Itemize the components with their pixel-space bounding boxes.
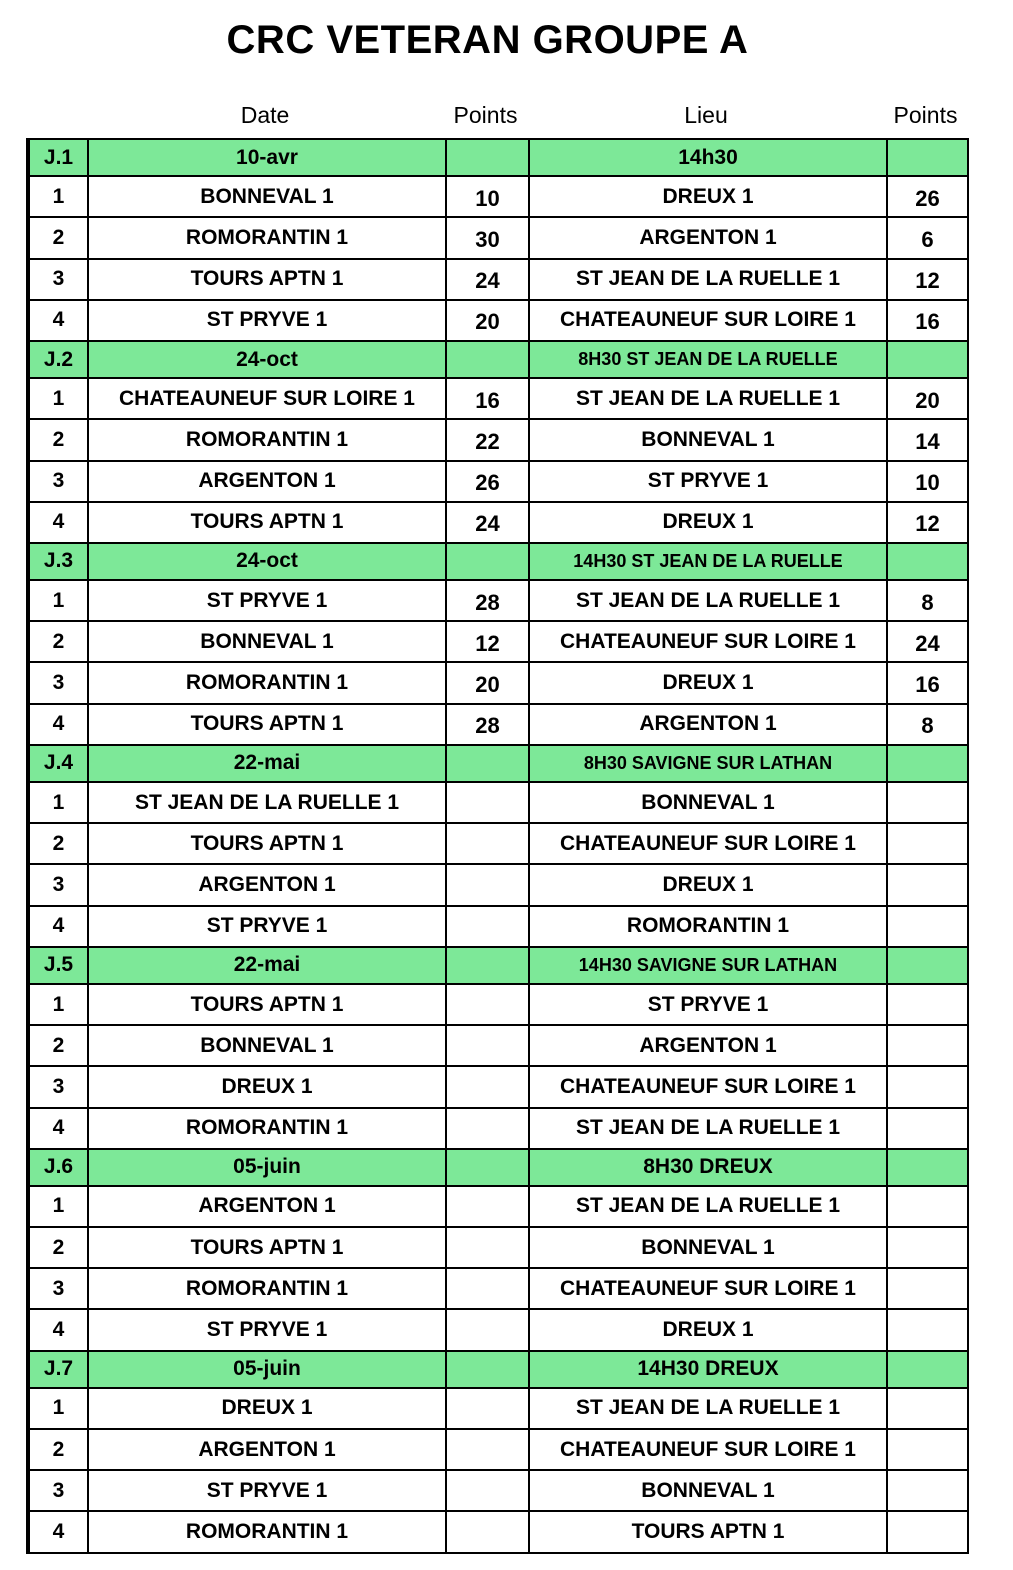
round-blank (887, 947, 968, 984)
match-row (28, 461, 968, 502)
home-team: ARGENTON 1 (88, 461, 446, 502)
match-row (28, 782, 968, 823)
away-team: CHATEAUNEUF SUR LOIRE 1 (529, 300, 887, 341)
match-number: 1 (28, 984, 88, 1025)
away-points: 12 (887, 502, 968, 543)
match-number: 1 (28, 1388, 88, 1429)
match-number: 1 (28, 176, 88, 217)
away-points: 24 (887, 621, 968, 662)
home-points (446, 823, 529, 864)
round-header-row (28, 543, 968, 580)
page-title: CRC VETERAN GROUPE A (226, 18, 749, 62)
round-label: J.3 (28, 543, 88, 580)
match-row (28, 1429, 968, 1470)
round-date: 24-oct (88, 341, 446, 378)
match-row (28, 864, 968, 905)
match-row (28, 1066, 968, 1107)
match-row (28, 662, 968, 703)
home-team: ST PRYVE 1 (88, 906, 446, 947)
home-team: ARGENTON 1 (88, 1186, 446, 1227)
away-points (887, 1388, 968, 1429)
home-points (446, 1309, 529, 1350)
home-team: ROMORANTIN 1 (88, 419, 446, 460)
round-place: 14H30 DREUX (529, 1351, 887, 1388)
match-row (28, 419, 968, 460)
round-date: 05-juin (88, 1351, 446, 1388)
match-number: 3 (28, 461, 88, 502)
match-number: 1 (28, 580, 88, 621)
away-team: ST JEAN DE LA RUELLE 1 (529, 1186, 887, 1227)
home-points (446, 864, 529, 905)
home-points (446, 1227, 529, 1268)
away-points (887, 1309, 968, 1350)
away-team: CHATEAUNEUF SUR LOIRE 1 (529, 1429, 887, 1470)
round-blank (446, 341, 529, 378)
round-blank (446, 1149, 529, 1186)
round-header-row (28, 1149, 968, 1186)
away-team: ST JEAN DE LA RUELLE 1 (529, 259, 887, 300)
away-points: 14 (887, 419, 968, 460)
round-blank (887, 543, 968, 580)
match-row (28, 378, 968, 419)
round-label: J.7 (28, 1351, 88, 1388)
away-points: 16 (887, 662, 968, 703)
home-points: 12 (446, 621, 529, 662)
home-points (446, 1108, 529, 1149)
home-points: 28 (446, 580, 529, 621)
away-points (887, 1025, 968, 1066)
round-header-row (28, 139, 968, 176)
home-points (446, 1268, 529, 1309)
home-points: 26 (446, 461, 529, 502)
match-number: 4 (28, 906, 88, 947)
round-label: J.2 (28, 341, 88, 378)
match-row (28, 1388, 968, 1429)
home-points (446, 984, 529, 1025)
match-number: 3 (28, 1470, 88, 1511)
home-team: DREUX 1 (88, 1388, 446, 1429)
away-team: ST JEAN DE LA RUELLE 1 (529, 1108, 887, 1149)
round-date: 24-oct (88, 543, 446, 580)
home-points: 20 (446, 300, 529, 341)
away-points: 20 (887, 378, 968, 419)
away-team: CHATEAUNEUF SUR LOIRE 1 (529, 1066, 887, 1107)
match-number: 3 (28, 1268, 88, 1309)
round-blank (446, 745, 529, 782)
match-row (28, 580, 968, 621)
home-points: 20 (446, 662, 529, 703)
match-row (28, 906, 968, 947)
away-team: ROMORANTIN 1 (529, 906, 887, 947)
match-row (28, 259, 968, 300)
home-team: ST PRYVE 1 (88, 1470, 446, 1511)
round-blank (887, 341, 968, 378)
header-lieu: Lieu (684, 102, 728, 128)
home-team: BONNEVAL 1 (88, 176, 446, 217)
home-team: ARGENTON 1 (88, 864, 446, 905)
match-row (28, 1511, 968, 1552)
home-points (446, 1186, 529, 1227)
away-team: ARGENTON 1 (529, 704, 887, 745)
schedule-body (28, 139, 968, 1553)
home-team: BONNEVAL 1 (88, 621, 446, 662)
away-team: ST JEAN DE LA RUELLE 1 (529, 580, 887, 621)
away-points: 8 (887, 704, 968, 745)
home-team: CHATEAUNEUF SUR LOIRE 1 (88, 378, 446, 419)
round-label: J.6 (28, 1149, 88, 1186)
round-place: 8H30 ST JEAN DE LA RUELLE (529, 341, 887, 378)
away-team: ST JEAN DE LA RUELLE 1 (529, 1388, 887, 1429)
home-team: ROMORANTIN 1 (88, 1108, 446, 1149)
match-number: 4 (28, 704, 88, 745)
round-label: J.5 (28, 947, 88, 984)
match-number: 4 (28, 1309, 88, 1350)
round-blank (887, 745, 968, 782)
home-points: 30 (446, 217, 529, 258)
away-team: BONNEVAL 1 (529, 419, 887, 460)
match-number: 2 (28, 217, 88, 258)
away-points (887, 782, 968, 823)
away-team: ST JEAN DE LA RUELLE 1 (529, 378, 887, 419)
home-team: TOURS APTN 1 (88, 984, 446, 1025)
round-place: 14h30 (529, 139, 887, 176)
round-place: 14H30 ST JEAN DE LA RUELLE (529, 543, 887, 580)
match-number: 2 (28, 1025, 88, 1066)
home-team: ROMORANTIN 1 (88, 1511, 446, 1552)
away-team: TOURS APTN 1 (529, 1511, 887, 1552)
home-points (446, 1025, 529, 1066)
away-points (887, 1227, 968, 1268)
match-number: 1 (28, 1186, 88, 1227)
home-team: ROMORANTIN 1 (88, 662, 446, 703)
away-points (887, 1066, 968, 1107)
away-points: 16 (887, 300, 968, 341)
home-points: 24 (446, 259, 529, 300)
match-row (28, 704, 968, 745)
home-points: 24 (446, 502, 529, 543)
round-blank (887, 1149, 968, 1186)
away-points: 8 (887, 580, 968, 621)
away-points (887, 1429, 968, 1470)
away-team: DREUX 1 (529, 864, 887, 905)
home-points (446, 906, 529, 947)
away-points (887, 864, 968, 905)
away-points: 12 (887, 259, 968, 300)
home-team: TOURS APTN 1 (88, 823, 446, 864)
round-date: 22-mai (88, 947, 446, 984)
away-points (887, 1186, 968, 1227)
away-team: ARGENTON 1 (529, 1025, 887, 1066)
round-header-row (28, 341, 968, 378)
away-team: DREUX 1 (529, 176, 887, 217)
home-team: ROMORANTIN 1 (88, 217, 446, 258)
match-row (28, 984, 968, 1025)
match-number: 4 (28, 1511, 88, 1552)
match-row (28, 1470, 968, 1511)
round-blank (887, 1351, 968, 1388)
match-row (28, 1025, 968, 1066)
home-points: 16 (446, 378, 529, 419)
home-points (446, 1388, 529, 1429)
home-points (446, 1470, 529, 1511)
match-number: 2 (28, 823, 88, 864)
header-points-away: Points (893, 102, 958, 128)
home-team: ST PRYVE 1 (88, 300, 446, 341)
home-team: BONNEVAL 1 (88, 1025, 446, 1066)
header-points-home: Points (453, 102, 518, 128)
round-blank (446, 139, 529, 176)
match-number: 4 (28, 1108, 88, 1149)
away-team: CHATEAUNEUF SUR LOIRE 1 (529, 621, 887, 662)
away-team: ST PRYVE 1 (529, 461, 887, 502)
away-points (887, 1511, 968, 1552)
match-number: 3 (28, 662, 88, 703)
away-team: ARGENTON 1 (529, 217, 887, 258)
match-row (28, 1108, 968, 1149)
round-blank (446, 947, 529, 984)
home-team: ST JEAN DE LA RUELLE 1 (88, 782, 446, 823)
away-points (887, 984, 968, 1025)
away-points (887, 906, 968, 947)
home-points (446, 782, 529, 823)
away-team: DREUX 1 (529, 502, 887, 543)
home-team: TOURS APTN 1 (88, 259, 446, 300)
round-date: 22-mai (88, 745, 446, 782)
round-label: J.4 (28, 745, 88, 782)
round-place: 8H30 DREUX (529, 1149, 887, 1186)
round-header-row (28, 1351, 968, 1388)
home-team: TOURS APTN 1 (88, 502, 446, 543)
match-row (28, 502, 968, 543)
round-date: 10-avr (88, 139, 446, 176)
match-row (28, 217, 968, 258)
home-points: 28 (446, 704, 529, 745)
schedule-table (26, 138, 969, 1554)
match-row (28, 176, 968, 217)
round-blank (446, 1351, 529, 1388)
away-team: ST PRYVE 1 (529, 984, 887, 1025)
away-team: CHATEAUNEUF SUR LOIRE 1 (529, 823, 887, 864)
match-row (28, 300, 968, 341)
away-points: 10 (887, 461, 968, 502)
match-number: 3 (28, 1066, 88, 1107)
away-team: DREUX 1 (529, 662, 887, 703)
round-blank (446, 543, 529, 580)
match-number: 2 (28, 621, 88, 662)
match-row (28, 1186, 968, 1227)
home-points: 10 (446, 176, 529, 217)
match-row (28, 823, 968, 864)
round-place: 14H30 SAVIGNE SUR LATHAN (529, 947, 887, 984)
away-points: 26 (887, 176, 968, 217)
match-number: 4 (28, 300, 88, 341)
match-number: 2 (28, 1227, 88, 1268)
away-team: DREUX 1 (529, 1309, 887, 1350)
away-team: CHATEAUNEUF SUR LOIRE 1 (529, 1268, 887, 1309)
home-team: ROMORANTIN 1 (88, 1268, 446, 1309)
home-team: ARGENTON 1 (88, 1429, 446, 1470)
match-row (28, 1268, 968, 1309)
match-number: 1 (28, 378, 88, 419)
away-points (887, 1268, 968, 1309)
away-points: 6 (887, 217, 968, 258)
match-number: 2 (28, 419, 88, 460)
home-team: TOURS APTN 1 (88, 1227, 446, 1268)
round-place: 8H30 SAVIGNE SUR LATHAN (529, 745, 887, 782)
round-blank (887, 139, 968, 176)
match-number: 4 (28, 502, 88, 543)
away-points (887, 823, 968, 864)
home-points (446, 1511, 529, 1552)
away-team: BONNEVAL 1 (529, 1470, 887, 1511)
away-points (887, 1108, 968, 1149)
round-label: J.1 (28, 139, 88, 176)
home-points (446, 1066, 529, 1107)
match-row (28, 621, 968, 662)
header-date: Date (240, 102, 290, 128)
away-team: BONNEVAL 1 (529, 1227, 887, 1268)
match-row (28, 1227, 968, 1268)
round-header-row (28, 745, 968, 782)
away-team: BONNEVAL 1 (529, 782, 887, 823)
round-header-row (28, 947, 968, 984)
home-points (446, 1429, 529, 1470)
match-number: 1 (28, 782, 88, 823)
home-points: 22 (446, 419, 529, 460)
away-points (887, 1470, 968, 1511)
match-number: 2 (28, 1429, 88, 1470)
match-row (28, 1309, 968, 1350)
home-team: DREUX 1 (88, 1066, 446, 1107)
match-number: 3 (28, 259, 88, 300)
round-date: 05-juin (88, 1149, 446, 1186)
home-team: TOURS APTN 1 (88, 704, 446, 745)
match-number: 3 (28, 864, 88, 905)
home-team: ST PRYVE 1 (88, 580, 446, 621)
home-team: ST PRYVE 1 (88, 1309, 446, 1350)
